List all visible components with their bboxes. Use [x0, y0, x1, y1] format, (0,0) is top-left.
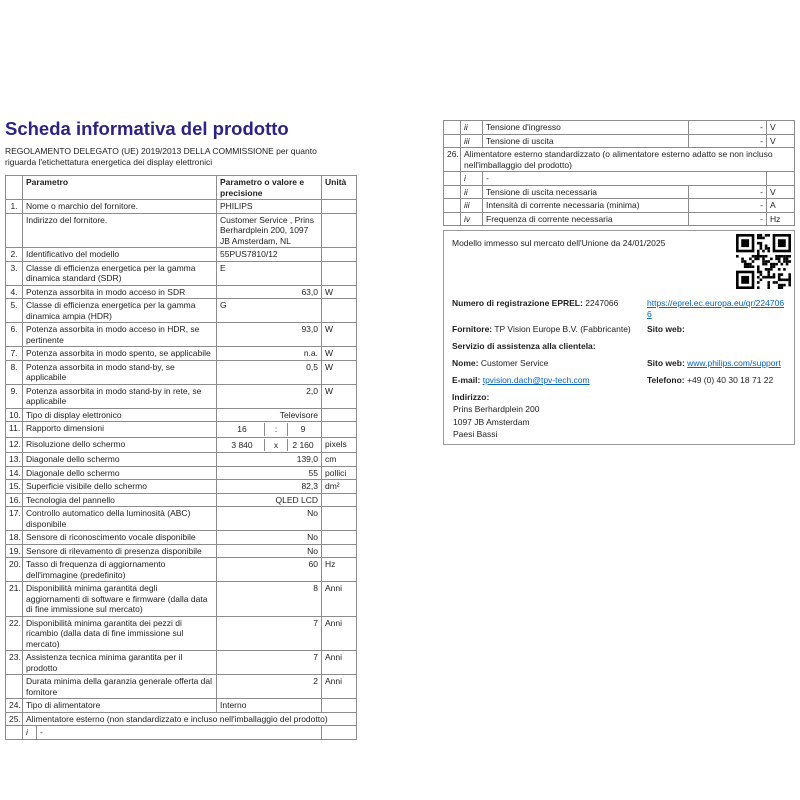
- row-value: -: [483, 172, 767, 186]
- row-unit: pollici: [322, 466, 357, 480]
- table-row: [444, 148, 795, 172]
- row-label: Identificativo del modello: [23, 248, 217, 262]
- row-value: 8: [217, 582, 322, 617]
- table-row: [6, 507, 357, 531]
- row-label: Diagonale dello schermo: [23, 453, 217, 467]
- row-value: 2,0: [217, 384, 322, 408]
- row-unit: [767, 172, 795, 186]
- row-sub-number: ii: [461, 185, 483, 199]
- row-number: 16.: [6, 493, 23, 507]
- row-value: 139,0: [217, 453, 322, 467]
- row-number: 4.: [6, 285, 23, 299]
- product-parameters-table: [5, 175, 357, 740]
- row-value: -: [689, 134, 767, 148]
- row-value: PHILIPS: [217, 200, 322, 214]
- row-value-part: 16: [237, 424, 247, 434]
- row-number: 8.: [6, 360, 23, 384]
- row-number: 6.: [6, 323, 23, 347]
- address-line-1: Prins Berhardplein 200: [453, 404, 540, 414]
- row-unit: dm²: [322, 480, 357, 494]
- table-row: [6, 616, 357, 651]
- email-label: E-mail:: [452, 375, 481, 385]
- row-value-part: 2 160: [292, 439, 314, 450]
- table-row: [6, 466, 357, 480]
- table-row: [6, 675, 357, 699]
- row-number: [6, 726, 23, 740]
- row-label: Frequenza di corrente necessaria: [483, 212, 689, 226]
- service-name-row: [452, 358, 786, 369]
- row-sub-number: i: [23, 726, 37, 740]
- table-row: [6, 408, 357, 422]
- header-num-cell: [6, 176, 23, 200]
- row-number: [6, 675, 23, 699]
- row-label: Potenza assorbita in modo spento, se applicabile: [23, 347, 217, 361]
- page-title: Scheda informativa del prodotto: [5, 118, 289, 139]
- row-unit: W: [322, 384, 357, 408]
- row-number: 23.: [6, 651, 23, 675]
- table-row: [6, 248, 357, 262]
- row-number: 17.: [6, 507, 23, 531]
- product-parameters-table-continued: [443, 120, 795, 226]
- row-value-part: x: [264, 439, 288, 452]
- table-row: [6, 213, 357, 248]
- row-value: 60: [217, 558, 322, 582]
- row-number: 9.: [6, 384, 23, 408]
- row-number: 18.: [6, 531, 23, 545]
- row-number: 22.: [6, 616, 23, 651]
- row-label: Tensione di uscita: [483, 134, 689, 148]
- row-number: 12.: [6, 437, 23, 453]
- table-row: [6, 422, 357, 438]
- row-number: 1.: [6, 200, 23, 214]
- row-sub-number: iii: [461, 199, 483, 213]
- row-value: 2: [217, 675, 322, 699]
- email-link[interactable]: tpvision.dach@tpv-tech.com: [482, 375, 590, 385]
- table-row: [444, 121, 795, 135]
- row-label: Tensione di uscita necessaria: [483, 185, 689, 199]
- row-label: Tasso di frequenza di aggiornamento dell'immagine (predefinito): [23, 558, 217, 582]
- service-heading: Servizio di assistenza alla clientela:: [452, 341, 596, 351]
- row-label: Potenza assorbita in modo acceso in HDR, se pertinente: [23, 323, 217, 347]
- address-line-2: 1097 JB Amsterdam: [453, 416, 530, 427]
- table-row: [444, 199, 795, 213]
- row-unit: [322, 507, 357, 531]
- row-label: Disponibilità minima garantita dei pezzi di ricambio (dalla data di fine immissione sul mercato): [23, 616, 217, 651]
- table-row: [6, 453, 357, 467]
- row-value: -: [689, 212, 767, 226]
- row-number: 7.: [6, 347, 23, 361]
- row-unit: pixels: [322, 437, 357, 453]
- table-row: [6, 699, 357, 713]
- row-sub-number: iv: [461, 212, 483, 226]
- row-unit: [322, 200, 357, 214]
- supplier-info-box: [443, 230, 795, 445]
- table-row: [6, 558, 357, 582]
- row-unit: [322, 213, 357, 248]
- row-value-part: :: [264, 423, 288, 436]
- row-label: Risoluzione dello schermo: [23, 437, 217, 453]
- row-unit: A: [767, 199, 795, 213]
- table-row: [6, 200, 357, 214]
- row-label: Tensione d'ingresso: [483, 121, 689, 135]
- row-label: Alimentatore esterno (non standardizzato e incluso nell'imballaggio del prodotto): [23, 712, 357, 726]
- support-website-link[interactable]: www.philips.com/support: [687, 358, 781, 368]
- table-row: [6, 437, 357, 453]
- table-row: [6, 651, 357, 675]
- table-row: [444, 172, 795, 186]
- row-label: Alimentatore esterno standardizzato (o alimentatore esterno adatto se non incluso nell'imballaggio del prodotto): [461, 148, 795, 172]
- row-value: 63,0: [217, 285, 322, 299]
- row-unit: Anni: [322, 651, 357, 675]
- row-number: 26.: [444, 148, 461, 172]
- row-number: 20.: [6, 558, 23, 582]
- row-sub-number: iii: [461, 134, 483, 148]
- row-number: [444, 212, 461, 226]
- row-value: E: [217, 261, 322, 285]
- row-unit: W: [322, 347, 357, 361]
- row-label: Intensità di corrente necessaria (minima): [483, 199, 689, 213]
- row-unit: W: [322, 285, 357, 299]
- table-row: [444, 134, 795, 148]
- row-unit: V: [767, 121, 795, 135]
- row-number: [6, 213, 23, 248]
- row-value: 93,0: [217, 323, 322, 347]
- row-number: 11.: [6, 422, 23, 438]
- row-number: 21.: [6, 582, 23, 617]
- row-label: Tipo di display elettronico: [23, 408, 217, 422]
- row-label: Rapporto dimensioni: [23, 422, 217, 438]
- row-value: 0,5: [217, 360, 322, 384]
- row-unit: cm: [322, 453, 357, 467]
- row-unit: [322, 299, 357, 323]
- row-value: 7: [217, 651, 322, 675]
- row-unit: Hz: [767, 212, 795, 226]
- address-label: Indirizzo:: [452, 392, 490, 402]
- row-value: n.a.: [217, 347, 322, 361]
- table-row: [6, 582, 357, 617]
- row-label: Superficie visibile dello schermo: [23, 480, 217, 494]
- table-row: [6, 531, 357, 545]
- table-row: [6, 544, 357, 558]
- row-value: 7: [217, 616, 322, 651]
- row-unit: W: [322, 323, 357, 347]
- table-row: [6, 712, 357, 726]
- row-unit: V: [767, 185, 795, 199]
- eprel-link[interactable]: https://eprel.ec.europa.eu/qr/2247066: [647, 298, 785, 319]
- email-phone-row: [452, 375, 786, 386]
- service-name: Customer Service: [480, 358, 549, 368]
- row-unit: [322, 531, 357, 545]
- row-label: Potenza assorbita in modo stand-by, se applicabile: [23, 360, 217, 384]
- phone-label: Telefono:: [647, 375, 685, 385]
- row-number: 19.: [6, 544, 23, 558]
- row-label: Tipo di alimentatore: [23, 699, 217, 713]
- row-value: QLED LCD: [217, 493, 322, 507]
- row-number: [444, 185, 461, 199]
- table-row: [6, 299, 357, 323]
- row-value: Interno: [217, 699, 322, 713]
- row-label: Sensore di rilevamento di presenza disponibile: [23, 544, 217, 558]
- row-unit: [322, 261, 357, 285]
- row-unit: Hz: [322, 558, 357, 582]
- left-column: [5, 118, 356, 740]
- row-number: 3.: [6, 261, 23, 285]
- supplier-label: Fornitore:: [452, 324, 493, 334]
- table-row: [444, 185, 795, 199]
- table-row: [6, 360, 357, 384]
- market-entry-line: Modello immesso sul mercato dell'Unione da 24/01/2025: [452, 238, 666, 248]
- row-label: Sensore di riconoscimento vocale disponibile: [23, 531, 217, 545]
- row-number: 24.: [6, 699, 23, 713]
- row-unit: [322, 248, 357, 262]
- row-sub-number: ii: [461, 121, 483, 135]
- table-row: [6, 323, 357, 347]
- row-unit: [322, 699, 357, 713]
- row-number: 5.: [6, 299, 23, 323]
- row-number: 13.: [6, 453, 23, 467]
- supplier-row: [452, 324, 786, 335]
- table-row: [6, 480, 357, 494]
- row-label: Classe di efficienza energetica per la gamma dinamica ampia (HDR): [23, 299, 217, 323]
- row-number: [444, 172, 461, 186]
- row-label: Diagonale dello schermo: [23, 466, 217, 480]
- website-label: Sito web:: [647, 324, 685, 334]
- table-row: [6, 285, 357, 299]
- row-sub-number: i: [461, 172, 483, 186]
- row-label: Tecnologia del pannello: [23, 493, 217, 507]
- right-column: [443, 120, 794, 226]
- supplier-name: TP Vision Europe B.V. (Fabbricante): [494, 324, 631, 334]
- service-heading-row: [452, 341, 786, 352]
- website2-label: Sito web:: [647, 358, 685, 368]
- row-value: -: [689, 185, 767, 199]
- row-number: 25.: [6, 712, 23, 726]
- table-header-row: [6, 176, 357, 200]
- header-parameter: Parametro: [23, 176, 217, 200]
- row-unit: Anni: [322, 582, 357, 617]
- row-value-part: 9: [300, 424, 306, 434]
- row-value: G: [217, 299, 322, 323]
- row-unit: [322, 422, 357, 438]
- regulation-subtitle: REGOLAMENTO DELEGATO (UE) 2019/2013 DELLA COMMISSIONE per quanto riguarda l'etichettatura energetica dei display elettronici: [5, 146, 317, 167]
- row-unit: [322, 408, 357, 422]
- row-number: [444, 134, 461, 148]
- row-value: No: [217, 531, 322, 545]
- row-unit: Anni: [322, 675, 357, 699]
- row-value: No: [217, 507, 322, 531]
- row-number: 15.: [6, 480, 23, 494]
- row-label: Potenza assorbita in modo stand-by in rete, se applicabile: [23, 384, 217, 408]
- name-label: Nome:: [452, 358, 479, 368]
- table-row: [6, 493, 357, 507]
- row-value: No: [217, 544, 322, 558]
- eprel-label: Numero di registrazione EPREL:: [452, 298, 583, 308]
- table-row: [6, 261, 357, 285]
- row-value: [217, 422, 322, 438]
- row-label: Durata minima della garanzia generale offerta dal fornitore: [23, 675, 217, 699]
- table-row: [444, 212, 795, 226]
- eprel-row: [452, 298, 786, 320]
- row-unit: W: [322, 360, 357, 384]
- row-value: 55PUS7810/12: [217, 248, 322, 262]
- row-value-part: 3 840: [231, 439, 253, 450]
- row-number: [444, 199, 461, 213]
- eprel-number: 2247066: [585, 298, 619, 308]
- row-number: 10.: [6, 408, 23, 422]
- row-label: Classe di efficienza energetica per la gamma dinamica standard (SDR): [23, 261, 217, 285]
- row-label: Indirizzo del fornitore.: [23, 213, 217, 248]
- row-value: Customer Service , Prins Berhardplein 200, 1097 JB Amsterdam, NL: [217, 213, 322, 248]
- address-block: [452, 392, 786, 441]
- row-number: 2.: [6, 248, 23, 262]
- row-unit: V: [767, 134, 795, 148]
- table-row: [6, 347, 357, 361]
- row-label: Assistenza tecnica minima garantita per il prodotto: [23, 651, 217, 675]
- row-unit: [322, 544, 357, 558]
- row-label: Controllo automatico della luminosità (ABC) disponibile: [23, 507, 217, 531]
- header-unit: Unità: [322, 176, 357, 200]
- row-value: -: [37, 726, 322, 740]
- row-value: -: [689, 121, 767, 135]
- row-label: Disponibilità minima garantita degli aggiornamenti di software e firmware (dalla data di fine immissione sul mercato): [23, 582, 217, 617]
- phone-number: +49 (0) 40 30 18 71 22: [687, 375, 774, 385]
- row-number: 14.: [6, 466, 23, 480]
- row-label: Nome o marchio del fornitore.: [23, 200, 217, 214]
- table-row: [6, 384, 357, 408]
- header-value: Parametro o valore e precisione: [217, 176, 322, 200]
- row-label: Potenza assorbita in modo acceso in SDR: [23, 285, 217, 299]
- row-unit: Anni: [322, 616, 357, 651]
- row-unit: [322, 726, 357, 740]
- row-unit: [322, 493, 357, 507]
- row-number: [444, 121, 461, 135]
- row-value: Televisore: [217, 408, 322, 422]
- address-line-3: Paesi Bassi: [453, 429, 498, 439]
- table-row: [6, 726, 357, 740]
- qr-code: [736, 234, 791, 289]
- row-value: 82,3: [217, 480, 322, 494]
- eprel-registration: [452, 298, 647, 320]
- row-value: [217, 437, 322, 453]
- row-value: 55: [217, 466, 322, 480]
- row-value: -: [689, 199, 767, 213]
